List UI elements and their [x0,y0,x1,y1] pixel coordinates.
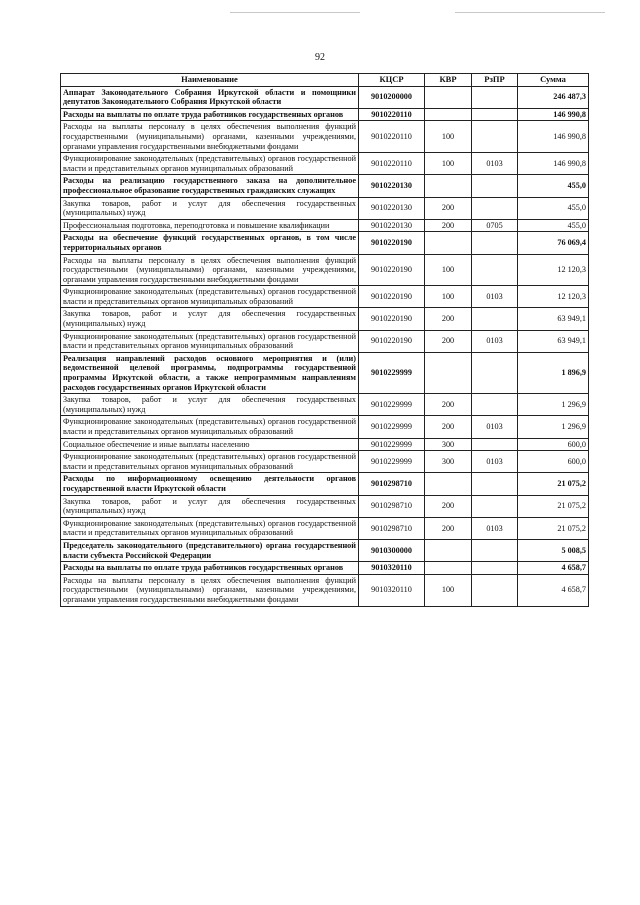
table-row [61,539,589,561]
cell-sum: 63 949,1 [518,308,589,330]
cell-kvr: 100 [425,121,472,153]
table-row [61,175,589,197]
cell-sum: 21 075,2 [518,495,589,517]
cell-kvr: 300 [425,438,472,451]
cell-kcsr: 9010320110 [359,574,425,606]
cell-rzpr [472,197,518,219]
cell-sum: 1 296,9 [518,416,589,438]
cell-name: Функционирование законодательных (представительных) органов государственной власти и представительных органов муниципальных образований [61,286,359,308]
cell-kcsr: 9010229999 [359,416,425,438]
cell-sum: 4 658,7 [518,562,589,575]
cell-name: Расходы на обеспечение функций государственных органов, в том числе территориальных органов [61,232,359,254]
cell-kvr [425,539,472,561]
cell-kcsr: 9010298710 [359,473,425,495]
cell-name: Закупка товаров, работ и услуг для обеспечения государственных (муниципальных) нужд [61,394,359,416]
cell-rzpr [472,562,518,575]
cell-sum: 4 658,7 [518,574,589,606]
cell-kvr: 200 [425,330,472,352]
header-sum: Сумма [518,74,589,87]
cell-kcsr: 9010220130 [359,175,425,197]
table-row [61,495,589,517]
cell-kcsr: 9010220190 [359,254,425,286]
scan-artifact [455,12,605,13]
cell-kvr: 200 [425,517,472,539]
table-row [61,517,589,539]
header-kcsr: КЦСР [359,74,425,87]
table-row [61,574,589,606]
cell-kvr [425,562,472,575]
cell-name: Расходы на выплаты персоналу в целях обеспечения выполнения функций государственными (муниципальными) органами, казенными учреждениями, органами управления государственными внебюджетными фондами [61,254,359,286]
cell-rzpr [472,308,518,330]
cell-kvr [425,232,472,254]
cell-name: Реализация направлений расходов основного мероприятия и (или) ведомственной целевой программы, подпрограммы государственной программы Иркутской области, а также непрограммным направлениям расходов государственных органов Иркутской области [61,352,359,393]
cell-rzpr: 0705 [472,219,518,232]
cell-kcsr: 9010298710 [359,517,425,539]
cell-sum: 146 990,8 [518,121,589,153]
cell-name: Социальное обеспечение и иные выплаты населению [61,438,359,451]
cell-sum: 12 120,3 [518,286,589,308]
cell-kcsr: 9010220190 [359,330,425,352]
cell-name: Расходы на выплаты персоналу в целях обеспечения выполнения функций государственными (муниципальными) органами, казенными учреждениями, органами управления государственными внебюджетными фондами [61,121,359,153]
cell-kvr [425,352,472,393]
cell-sum: 455,0 [518,219,589,232]
cell-kcsr: 9010300000 [359,539,425,561]
cell-kcsr: 9010220110 [359,153,425,175]
cell-name: Председатель законодательного (представительного) органа государственной власти субъекта Российской Федерации [61,539,359,561]
header-rzpr: РзПР [472,74,518,87]
cell-sum: 600,0 [518,438,589,451]
cell-kvr: 100 [425,153,472,175]
cell-rzpr [472,121,518,153]
cell-kcsr: 9010200000 [359,86,425,108]
cell-rzpr [472,108,518,121]
cell-rzpr [472,254,518,286]
table-row [61,562,589,575]
table-row [61,308,589,330]
table-row [61,153,589,175]
table-row [61,330,589,352]
cell-name: Закупка товаров, работ и услуг для обеспечения государственных (муниципальных) нужд [61,308,359,330]
table-row [61,197,589,219]
cell-rzpr: 0103 [472,286,518,308]
table-row [61,232,589,254]
cell-rzpr: 0103 [472,330,518,352]
cell-kcsr: 9010220110 [359,121,425,153]
cell-kvr: 100 [425,574,472,606]
cell-kcsr: 9010229999 [359,451,425,473]
cell-kvr: 100 [425,286,472,308]
cell-rzpr [472,394,518,416]
page-number: 92 [315,52,325,63]
cell-kcsr: 9010220190 [359,308,425,330]
table-row [61,86,589,108]
cell-name: Закупка товаров, работ и услуг для обеспечения государственных (муниципальных) нужд [61,197,359,219]
header-kvr: КВР [425,74,472,87]
scan-artifact [230,12,360,13]
cell-kcsr: 9010220190 [359,232,425,254]
cell-rzpr [472,539,518,561]
budget-table [60,73,589,607]
cell-sum: 1 896,9 [518,352,589,393]
table-row [61,473,589,495]
cell-kcsr: 9010320110 [359,562,425,575]
cell-kcsr: 9010220110 [359,108,425,121]
cell-name: Аппарат Законодательного Собрания Иркутской области и помощники депутатов Законодательного Собрания Иркутской области [61,86,359,108]
cell-sum: 21 075,2 [518,473,589,495]
cell-name: Функционирование законодательных (представительных) органов государственной власти и представительных органов муниципальных образований [61,517,359,539]
cell-kvr: 100 [425,254,472,286]
cell-kvr [425,86,472,108]
cell-rzpr: 0103 [472,517,518,539]
cell-sum: 246 487,3 [518,86,589,108]
cell-kcsr: 9010298710 [359,495,425,517]
table-header-row [61,74,589,87]
cell-rzpr: 0103 [472,153,518,175]
header-name: Наименование [61,74,359,87]
cell-kvr: 200 [425,416,472,438]
cell-kvr [425,175,472,197]
cell-kcsr: 9010229999 [359,438,425,451]
table-row [61,352,589,393]
cell-sum: 21 075,2 [518,517,589,539]
cell-sum: 455,0 [518,175,589,197]
cell-name: Функционирование законодательных (представительных) органов государственной власти и представительных органов муниципальных образований [61,153,359,175]
cell-rzpr [472,352,518,393]
cell-sum: 5 008,5 [518,539,589,561]
cell-rzpr [472,495,518,517]
cell-kcsr: 9010229999 [359,394,425,416]
cell-sum: 600,0 [518,451,589,473]
cell-kvr: 200 [425,219,472,232]
cell-kcsr: 9010220130 [359,197,425,219]
cell-name: Расходы по информационному освещению деятельности органов государственной власти Иркутской области [61,473,359,495]
table-row [61,286,589,308]
table-row [61,219,589,232]
cell-sum: 63 949,1 [518,330,589,352]
cell-name: Расходы на выплаты по оплате труда работников государственных органов [61,562,359,575]
table-row [61,438,589,451]
cell-name: Расходы на реализацию государственного заказа на дополнительное профессиональное образование государственных гражданских служащих [61,175,359,197]
cell-sum: 1 296,9 [518,394,589,416]
cell-name: Функционирование законодательных (представительных) органов государственной власти и представительных органов муниципальных образований [61,330,359,352]
cell-sum: 12 120,3 [518,254,589,286]
cell-name: Функционирование законодательных (представительных) органов государственной власти и представительных органов муниципальных образований [61,451,359,473]
table-row [61,121,589,153]
cell-kvr [425,473,472,495]
cell-sum: 76 069,4 [518,232,589,254]
cell-name: Функционирование законодательных (представительных) органов государственной власти и представительных органов муниципальных образований [61,416,359,438]
cell-sum: 455,0 [518,197,589,219]
cell-kvr: 300 [425,451,472,473]
cell-rzpr [472,175,518,197]
table-row [61,108,589,121]
cell-sum: 146 990,8 [518,108,589,121]
cell-kvr [425,108,472,121]
cell-name: Профессиональная подготовка, переподготовка и повышение квалификации [61,219,359,232]
cell-name: Расходы на выплаты по оплате труда работников государственных органов [61,108,359,121]
table-row [61,416,589,438]
cell-rzpr: 0103 [472,416,518,438]
cell-rzpr [472,232,518,254]
cell-kvr: 200 [425,308,472,330]
table-row [61,451,589,473]
cell-kcsr: 9010220130 [359,219,425,232]
cell-kcsr: 9010220190 [359,286,425,308]
cell-kvr: 200 [425,495,472,517]
cell-rzpr [472,86,518,108]
table-row [61,394,589,416]
cell-kvr: 200 [425,394,472,416]
cell-name: Закупка товаров, работ и услуг для обеспечения государственных (муниципальных) нужд [61,495,359,517]
cell-rzpr [472,473,518,495]
cell-kcsr: 9010229999 [359,352,425,393]
cell-name: Расходы на выплаты персоналу в целях обеспечения выполнения функций государственными (муниципальными) органами, казенными учреждениями, органами управления государственными внебюджетными фондами [61,574,359,606]
table-row [61,254,589,286]
cell-rzpr [472,438,518,451]
cell-kvr: 200 [425,197,472,219]
cell-sum: 146 990,8 [518,153,589,175]
cell-rzpr [472,574,518,606]
cell-rzpr: 0103 [472,451,518,473]
